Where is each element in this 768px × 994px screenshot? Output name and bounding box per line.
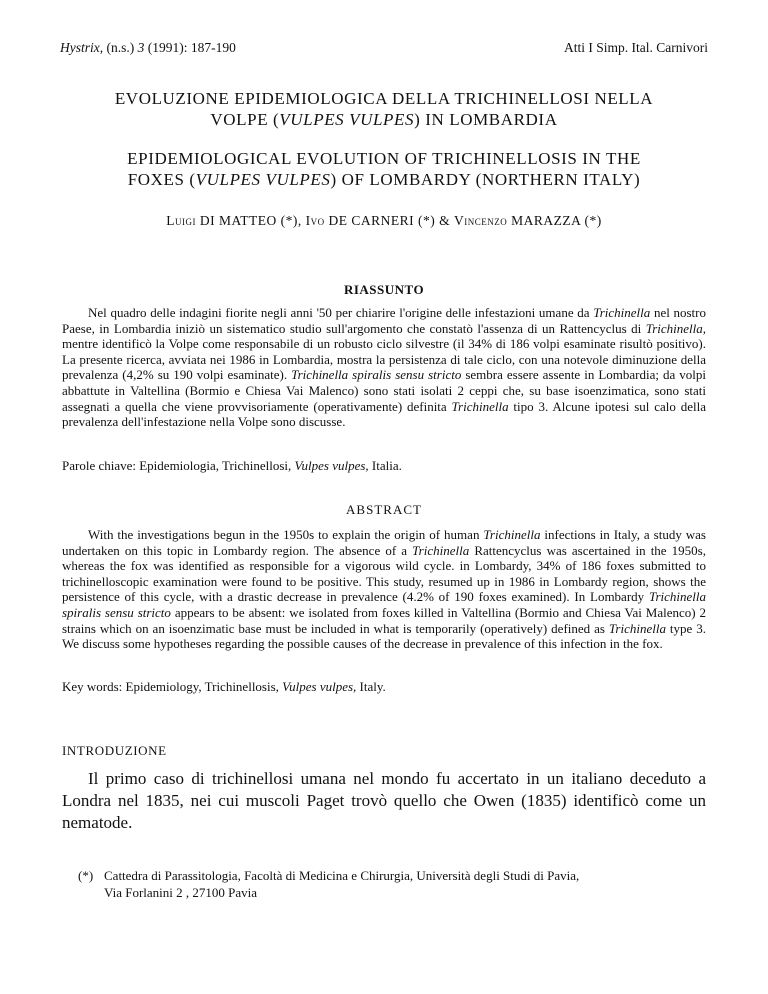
author-first-name: Vincenzo xyxy=(454,213,508,228)
journal-series: (n.s.) xyxy=(106,40,135,55)
author-last-name: MARAZZA (*) xyxy=(511,213,602,228)
affiliation-footnote xyxy=(78,868,728,901)
introduction-paragraph: Il primo caso di trichinellosi umana nel mondo fu accertato in un italiano deceduto a Londra nel 1835, nei cui muscoli Paget trovò quello che Owen (1835) identificò come un nematode. xyxy=(62,769,706,832)
title-italian-line2: VOLPE (VULPES VULPES) IN LOMBARDIA xyxy=(210,110,558,129)
journal-volume: 3 xyxy=(137,40,145,55)
species-name: VULPES VULPES xyxy=(279,110,415,129)
footnote-line2: Via Forlanini 2 , 27100 Pavia xyxy=(104,884,258,900)
footnote-line1: Cattedra di Parassitologia, Facoltà di Medicina e Chirurgia, Università degli Studi di Pavia, xyxy=(104,868,580,883)
parole-chiave: Parole chiave: Epidemiologia, Trichinellosi, Vulpes vulpes, Italia. xyxy=(62,458,402,473)
riassunto-body: Nel quadro delle indagini fiorite negli anni '50 per chiarire l'origine delle infestazioni umane da Trichinella nel nostro Paese, in Lombardia iniziò un sistematico studio sull'argomento che constatò l'assenza di un Rattencyclus di Trichinella, mentre identificò la Volpe come responsabile di un robusto ciclo silvestre (il 34% di 186 volpi esaminate risultò positivo). La presente ricerca, avviata nei 1986 in Lombardia, mostra la persistenza di tale ciclo, con una notevole diminuzione della prevalenza (4,2% su 190 volpi esaminate). Trichinella spiralis sensu stricto sembra essere assente in Lombardia; da volpi abbattute in Valtellina (Bormio e Chiesa Vai Malenco) sono stati isolati 2 ceppi che, su base isoenzimatica, sono stati assegnati a quella che viene provvisoriamente (operativamente) definita Trichinella tipo 3. Alcune ipotesi sul calo della prevalenza dell'infestazione nella Volpe sono discusse. xyxy=(62,305,706,430)
species-name: VULPES VULPES xyxy=(195,170,331,189)
title-english-line2: FOXES (VULPES VULPES) OF LOMBARDY (NORTHERN ITALY) xyxy=(127,170,641,189)
key-words: Key words: Epidemiology, Trichinellosis, Vulpes vulpes, Italy. xyxy=(62,679,386,694)
title-italian-line1: EVOLUZIONE EPIDEMIOLOGICA DELLA TRICHINELLOSI NELLA xyxy=(114,89,654,108)
title-english-line1: EPIDEMIOLOGICAL EVOLUTION OF TRICHINELLOSIS IN THE xyxy=(127,149,641,168)
abstract-heading: ABSTRACT xyxy=(346,502,422,517)
proceedings-label: Atti I Simp. Ital. Carnivori xyxy=(564,40,708,55)
author-list xyxy=(40,213,728,229)
abstract-body: With the investigations begun in the 1950s to explain the origin of human Trichinella infections in Italy, a study was undertaken on this topic in Lombardy region. The absence of a Trichinella Rattencyclus was ascertained in the 1950s, whereas the fox was identified as responsible for a vigorous wild cycle. in Lombardy, 34% of 186 foxes submitted to trichinelloscopic examination were found to be positive. This study, resumed up in 1986 in Lombardy region, shows the persistence of this cycle, with a drastic decrease in prevalence (4.2% of 190 foxes examined). In Lombardy Trichinella spiralis sensu stricto appears to be absent: we isolated from foxes killed in Valtellina (Bormio and Chiesa Vai Malenco) 2 strains which on an isoenzimatic base must be included in what is temporarily (operatively) defined as Trichinella type 3. We discuss some hypotheses regarding the possible causes of the decrease in prevalence of this infection in the fox. xyxy=(62,527,706,652)
journal-citation xyxy=(60,40,236,56)
author-first-name: Ivo xyxy=(305,213,325,228)
riassunto-heading: RIASSUNTO xyxy=(343,282,425,297)
running-header xyxy=(60,40,708,60)
author-first-name: Luigi xyxy=(166,213,196,228)
author-last-name: DE CARNERI (*) xyxy=(328,213,436,228)
journal-year-pages: (1991): 187-190 xyxy=(147,40,236,55)
footnote-marker: (*) xyxy=(78,868,94,883)
title-italian xyxy=(40,88,728,130)
journal-name: Hystrix, xyxy=(60,40,104,55)
author-ampersand: & xyxy=(439,213,451,228)
author-last-name: DI MATTEO (*), xyxy=(199,213,302,228)
introduction-heading: INTRODUZIONE xyxy=(62,743,167,758)
title-english xyxy=(40,148,728,190)
